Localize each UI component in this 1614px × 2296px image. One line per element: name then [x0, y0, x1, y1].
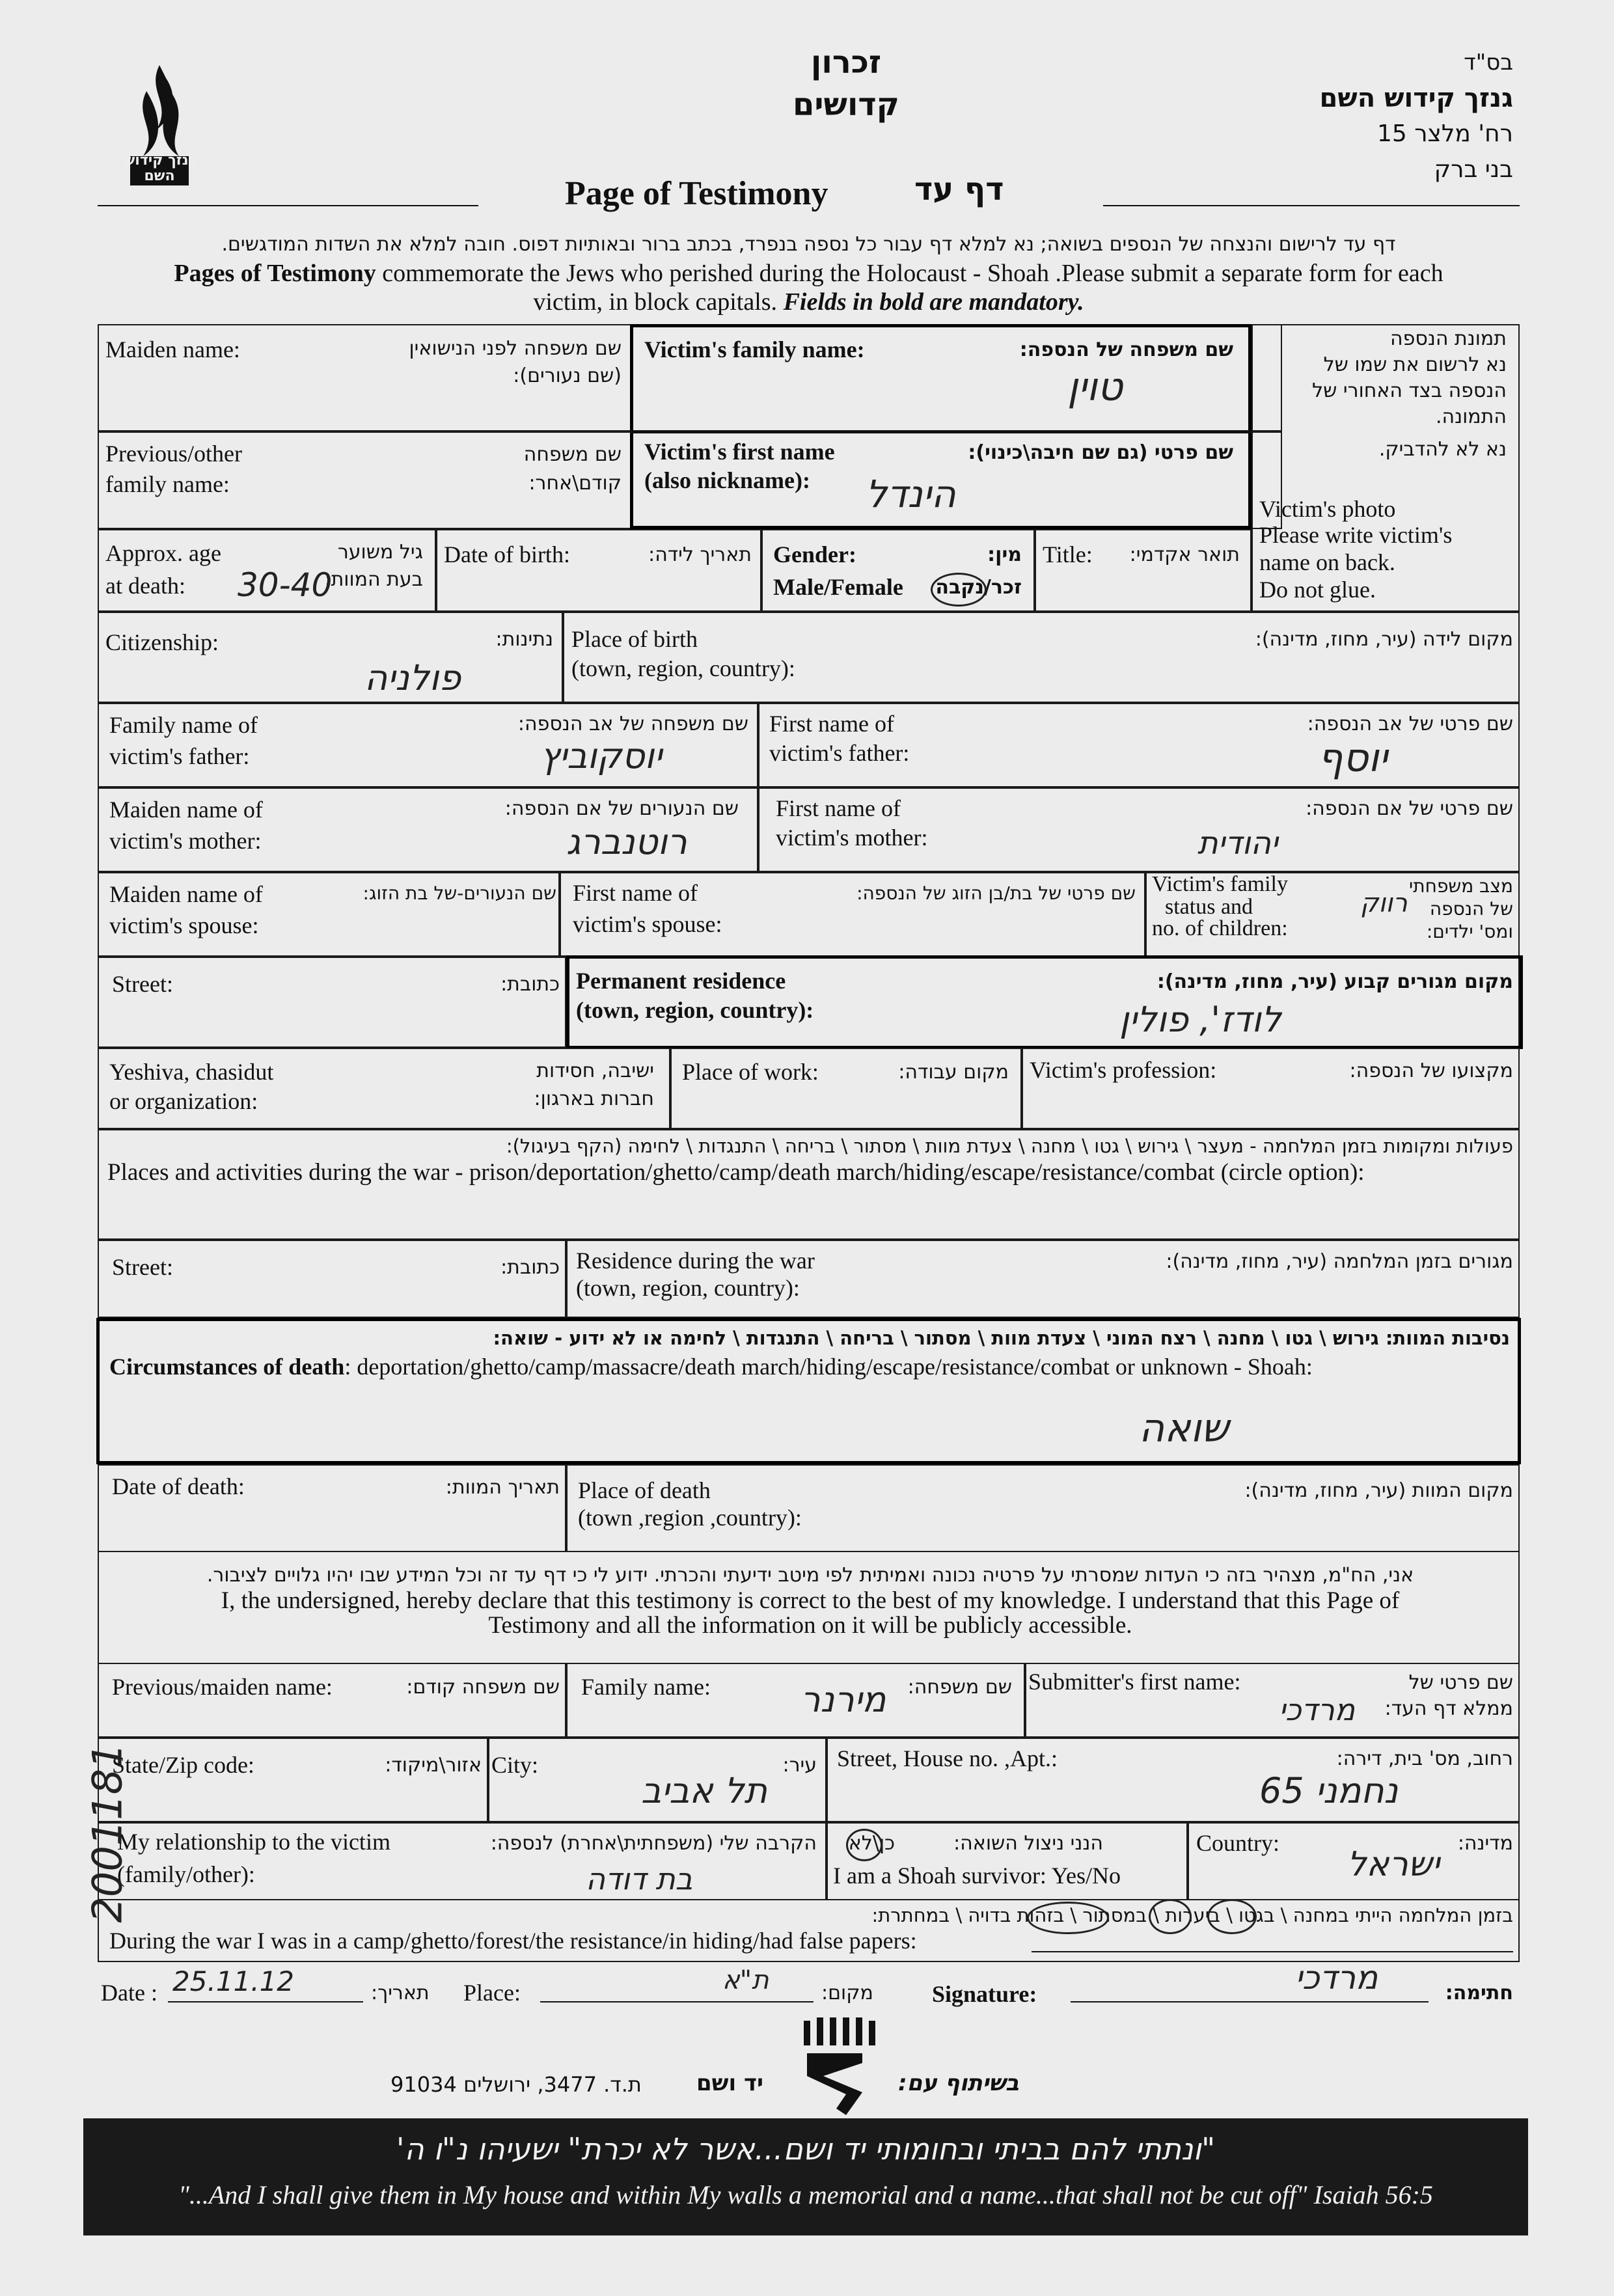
- relationship-label2: (family/other):: [117, 1861, 255, 1887]
- first-name-label-he: שם פרטי (גם שם חיבה\כינוי):: [968, 441, 1233, 464]
- profession-he: מקצועו של הנספה:: [1349, 1059, 1513, 1082]
- zip-he: אזור\מיקוד:: [385, 1754, 482, 1777]
- yeshiva-he2: חברות בארגון:: [534, 1087, 654, 1110]
- spouse-first-label2: victim's spouse:: [573, 911, 722, 937]
- death-date-label: Date of death:: [112, 1473, 245, 1499]
- photo-he5: נא לא להדביק.: [1378, 438, 1507, 461]
- title-zichron: זכרון: [810, 44, 882, 81]
- spouse-first-he: שם פרטי של בת/בן הזוג של הנספה:: [856, 882, 1136, 904]
- citizenship-value[interactable]: פולניה: [364, 657, 461, 698]
- father-first-he: שם פרטי של אב הנספה:: [1307, 713, 1513, 735]
- yad-vashem-logo-icon: [800, 2017, 879, 2115]
- survivor-he-yesno: כן\לא: [848, 1832, 895, 1855]
- birthplace-he: מקום לידה (עיר, מחוז, מדינה):: [1255, 628, 1513, 651]
- father-family-label2: victim's father:: [109, 743, 250, 769]
- permanent-residence-value[interactable]: לודז', פולין: [1119, 999, 1281, 1040]
- gender-female-circle: [931, 573, 987, 607]
- signature-label: Signature:: [932, 1981, 1037, 2007]
- status-label: Victim's family: [1152, 872, 1288, 896]
- circumstances-en-bold: Circumstances of death: [109, 1354, 345, 1380]
- address-he: רחוב, מס' בית, דירה:: [1336, 1747, 1513, 1770]
- street-he: כתובת:: [500, 973, 560, 996]
- spouse-maiden-he: שם הנעורים-של בת הזוג:: [362, 882, 556, 904]
- gender-he2: זכר/נקבה: [935, 576, 1022, 599]
- title-english: Page of Testimony: [565, 175, 828, 212]
- place-value[interactable]: ת"א: [722, 1965, 769, 1995]
- maiden-name-label-he: שם משפחה לפני הנישואין: [409, 337, 622, 360]
- submitter-first-value[interactable]: מרדכי: [1279, 1692, 1355, 1727]
- war-activities-he: פעולות ומקומות בזמן המלחמה - מעצר \ גירוש \ גטו \ מחנה \ צעדת מוות \ מסתור \ בריחה \ התנגדות \ לחימה (הקף בעיגול):: [506, 1135, 1513, 1157]
- prev-name-label: Previous/other: [105, 441, 242, 467]
- banner-english: "...And I shall give them in My house and within My walls a memorial and a name...that shall not be cut off" Isaiah 56:5: [178, 2180, 1433, 2209]
- status-label2: status and: [1165, 895, 1253, 919]
- submitter-first-he: שם פרטי של: [1408, 1671, 1513, 1694]
- maiden-name-label-he2: (שם נעורים):: [513, 364, 622, 387]
- photo-he4: התמונה.: [1435, 405, 1507, 428]
- photo-en2: Please write victim's: [1259, 522, 1453, 548]
- citizenship-he: נתינות:: [495, 628, 553, 651]
- father-family-label: Family name of: [109, 712, 258, 738]
- relationship-he: הקרבה שלי (משפחתית\אחרת) לנספה:: [490, 1832, 817, 1855]
- age-label2: at death:: [105, 573, 185, 599]
- org-address-city: בני ברק: [1434, 156, 1513, 183]
- yeshiva-label2: or organization:: [109, 1088, 258, 1114]
- org-name: גנזך קידוש השם: [1319, 83, 1513, 113]
- hiding-circle: [1027, 1902, 1109, 1934]
- intro-bold: Pages of Testimony: [174, 260, 376, 287]
- citizenship-cell[interactable]: [98, 612, 563, 703]
- submitter-family-he: שם משפחה:: [907, 1676, 1012, 1699]
- father-family-value[interactable]: יוסקוביץ: [540, 735, 663, 776]
- age-label: Approx. age: [105, 540, 221, 566]
- intro-hebrew: דף עד לרישום והנצחה של הנספים בשואה; נא למלא דף עבור כל נספה בנפרד, בכתב ברור ובאותיות דפוס. חובה למלא את השדות המודגשים.: [221, 233, 1396, 256]
- address-value[interactable]: נחמני 65: [1259, 1770, 1399, 1811]
- circumstances-he: נסיבות המוות: גירוש \ גטו \ מחנה \ רצח המוני \ צעדת מוות \ מסתור \ בריחה \ התנגדות \ לחימה או לא ידוע - שואה:: [493, 1327, 1510, 1349]
- survivor-yes-circle: [846, 1829, 882, 1861]
- camp-circle: [1207, 1899, 1257, 1934]
- declaration-he: אני, הח"מ, מצהיר בזה כי העדות שמסרתי על פרטיה נכונה ואמיתית לפי מיטב ידיעתי והכרתי. ידוע לי כי דף עד זה וכל המידע שבו יהיו גלויים לציבור.: [206, 1564, 1414, 1587]
- mother-first-value[interactable]: יהודית: [1197, 825, 1278, 862]
- father-family-he: שם משפחה של אב הנספה:: [517, 713, 748, 735]
- perm-res-label: Permanent residence: [576, 968, 786, 994]
- submitter-family-label: Family name:: [581, 1674, 711, 1700]
- status-he2: של הנספה: [1429, 898, 1513, 920]
- death-date-he: תאריך המוות:: [445, 1476, 560, 1499]
- coop-label: בשיתוף עם:: [898, 2070, 1019, 2096]
- circumstances-en: [109, 1352, 1313, 1381]
- war-activities-en: Places and activities during the war - prison/deportation/ghetto/camp/death march/hiding/escape/resistance/combat (circle option):: [107, 1159, 1365, 1186]
- gender-label2: Male/Female: [773, 574, 903, 600]
- yad-vashem-name: יד ושם: [696, 2070, 763, 2096]
- father-first-value[interactable]: יוסף: [1318, 735, 1388, 781]
- intro-english-line1: [98, 259, 1520, 288]
- war-res-label: Residence during the war: [576, 1248, 815, 1274]
- bsd-mark: בס"ד: [1464, 49, 1513, 75]
- status-label3: no. of children:: [1152, 916, 1288, 940]
- submitter-first-label: Submitter's first name:: [1028, 1669, 1241, 1695]
- mother-first-he: שם פרטי של אם הנספה:: [1306, 797, 1513, 820]
- circumstances-en-text: : deportation/ghetto/camp/massacre/death march/hiding/escape/resistance/combat or unknown - Shoah:: [344, 1354, 1313, 1380]
- declaration-en2: Testimony and all the information on it will be publicly accessible.: [488, 1612, 1132, 1639]
- declaration-en1: I, the undersigned, hereby declare that this testimony is correct to the best of my knowledge. I understand that this Page of: [221, 1587, 1400, 1614]
- mother-maiden-label2: victim's mother:: [109, 828, 262, 854]
- death-place-label2: (town ,region ,country):: [578, 1505, 802, 1531]
- date-value[interactable]: 25.11.12: [172, 1965, 295, 1997]
- family-status-value[interactable]: רווק: [1360, 888, 1408, 918]
- age-he: גיל משוער: [337, 541, 423, 564]
- place-label: Place:: [463, 1980, 521, 2006]
- date-he: תאריך:: [371, 1982, 430, 2004]
- country-he: מדינה:: [1457, 1832, 1513, 1855]
- citizenship-label: Citizenship:: [105, 629, 219, 655]
- yeshiva-label: Yeshiva, chasidut: [109, 1059, 274, 1085]
- signature-value[interactable]: מרדכי: [1295, 1959, 1378, 1997]
- war-res-label2: (town, region, country):: [576, 1275, 800, 1301]
- relationship-label: My relationship to the victim: [117, 1829, 390, 1855]
- country-value[interactable]: ישראל: [1347, 1845, 1440, 1884]
- gender-he: מין:: [987, 543, 1022, 566]
- title-kedoshim: קדושים: [793, 87, 899, 123]
- intro-text2: victim, in block capitals.: [533, 288, 784, 316]
- father-first-label2: victim's father:: [769, 740, 910, 766]
- submitter-war-en: During the war I was in a camp/ghetto/forest/the resistance/in hiding/had false papers:: [109, 1928, 917, 1954]
- age-he2: בעת המוות:: [324, 568, 423, 591]
- relationship-value[interactable]: בת דודה: [586, 1861, 693, 1896]
- circumstances-value[interactable]: שואה: [1139, 1406, 1229, 1451]
- first-name-label: Victim's first name: [644, 439, 835, 465]
- city-he: עיר:: [782, 1754, 817, 1777]
- war-street-label: Street:: [112, 1254, 173, 1280]
- intro-text: commemorate the Jews who perished during the Holocaust - Shoah .Please submit a separate form for each: [376, 260, 1443, 287]
- photo-en4: Do not glue.: [1259, 577, 1376, 603]
- address-label: Street, House no. ,Apt.:: [837, 1745, 1058, 1771]
- spouse-maiden-label2: victim's spouse:: [109, 912, 259, 938]
- mother-maiden-label: Maiden name of: [109, 797, 263, 823]
- photo-he1: תמונת הנספה: [1390, 327, 1507, 350]
- birthplace-label: Place of birth: [571, 626, 698, 652]
- mother-maiden-he: שם הנעורים של אם הנספה:: [504, 797, 739, 820]
- city-value[interactable]: תל אביב: [641, 1770, 767, 1811]
- margin-number: 2001181: [83, 1743, 131, 1923]
- org-address-street: רח' מלצר 15: [1376, 120, 1513, 147]
- submitter-family-value[interactable]: מירנר: [800, 1679, 886, 1720]
- status-he1: מצב משפחתי: [1408, 875, 1513, 897]
- title-he: תואר אקדמי:: [1129, 543, 1240, 566]
- prev-name-label2: family name:: [105, 471, 230, 497]
- title-label: Title:: [1043, 541, 1093, 567]
- victim-family-name-value[interactable]: טוין: [1067, 364, 1123, 410]
- survivor-en: I am a Shoah survivor: Yes/No: [833, 1863, 1121, 1889]
- death-place-label: Place of death: [578, 1477, 711, 1503]
- logo-text: גנזך קידוש השם: [124, 152, 195, 184]
- profession-label: Victim's profession:: [1030, 1057, 1217, 1083]
- ghetto-circle: [1149, 1899, 1192, 1934]
- family-name-label: Victim's family name:: [644, 336, 865, 362]
- intro-english-line2: [98, 288, 1520, 316]
- country-label: Country:: [1196, 1830, 1280, 1856]
- survivor-he: הנני ניצול השואה:: [953, 1832, 1103, 1855]
- intro-mandatory: Fields in bold are mandatory.: [783, 288, 1084, 316]
- father-first-label: First name of: [769, 711, 894, 737]
- maiden-name-label: Maiden name:: [105, 336, 240, 362]
- photo-he3: הנספה בצד האחורי של: [1312, 379, 1507, 402]
- yeshiva-he: ישיבה, חסידות: [536, 1059, 654, 1082]
- submitter-war-he: בזמן המלחמה הייתי במחנה \ בגטו \ ביערות \ במסתור \ בזהות בדויה \ במחתרת:: [871, 1904, 1513, 1926]
- prev-name-he2: קודם\אחר:: [528, 472, 622, 495]
- gender-label: Gender:: [773, 541, 856, 567]
- mother-maiden-value[interactable]: רוטנברג: [566, 821, 687, 862]
- photo-he2: נא לרשום את שמו של: [1323, 353, 1507, 376]
- photo-en3: name on back.: [1259, 549, 1395, 575]
- yad-vashem-address: ת.ד. 3477, ירושלים 91034: [390, 2072, 642, 2097]
- dob-he: תאריך לידה:: [648, 543, 752, 566]
- prev-name-he: שם משפחה: [523, 443, 622, 466]
- submitter-first-he2: ממלא דף העד:: [1384, 1697, 1513, 1720]
- city-label: City:: [491, 1752, 539, 1778]
- street-label: Street:: [112, 971, 173, 997]
- submitter-prev-label: Previous/maiden name:: [112, 1674, 333, 1700]
- family-name-label-he: שם משפחה של הנספה:: [1019, 338, 1233, 361]
- age-value[interactable]: 30-40: [238, 566, 333, 604]
- banner-hebrew: "ונתתי להם בביתי ובחומותי יד ושם...אשר לא יכרת" ישעיהו נ"ו ה': [396, 2131, 1216, 2166]
- dob-label: Date of birth:: [444, 541, 570, 567]
- status-he3: ומס' ילדים:: [1426, 921, 1513, 942]
- photo-en1: Victim's photo: [1259, 496, 1396, 522]
- mother-first-label: First name of: [776, 795, 901, 821]
- war-street-he: כתובת:: [500, 1256, 560, 1279]
- work-he: מקום עבודה:: [898, 1061, 1009, 1084]
- zip-label: State/Zip code:: [112, 1752, 254, 1778]
- date-label: Date :: [101, 1980, 157, 2006]
- death-place-he: מקום המוות (עיר, מחוז, מדינה):: [1244, 1479, 1513, 1502]
- spouse-maiden-label: Maiden name of: [109, 881, 263, 907]
- war-res-he: מגורים בזמן המלחמה (עיר, מחוז, מדינה):: [1166, 1250, 1513, 1273]
- signature-he: חתימה:: [1445, 1982, 1513, 2004]
- work-label: Place of work:: [682, 1059, 819, 1085]
- first-name-label2: (also nickname):: [644, 467, 810, 493]
- birthplace-label2: (town, region, country):: [571, 655, 795, 681]
- mother-first-label2: victim's mother:: [776, 825, 928, 851]
- place-he: מקום:: [821, 1982, 873, 2004]
- submitter-prev-he: שם משפחה קודם:: [406, 1676, 560, 1699]
- spouse-first-label: First name of: [573, 880, 698, 906]
- title-hebrew: דף עד: [914, 171, 1004, 208]
- perm-res-he: מקום מגורים קבוע (עיר, מחוז, מדינה):: [1156, 970, 1513, 993]
- victim-first-name-value[interactable]: הינדל: [866, 472, 956, 516]
- perm-res-label2: (town, region, country):: [576, 997, 814, 1023]
